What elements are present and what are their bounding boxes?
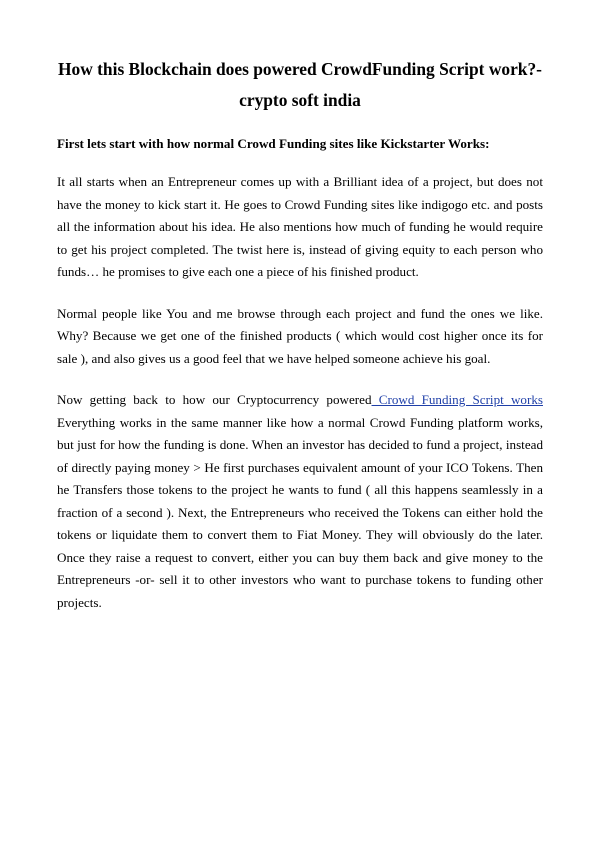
paragraph-cryptocurrency	[57, 389, 543, 614]
paragraph-normal-people: Normal people like You and me browse through each project and fund the ones we like. Why? Because we get one of the finished products ( which would cost higher once its for sale ), and also gives us a good feel that we have helped someone achieve his goal.	[57, 305, 543, 366]
crowd-funding-script-link[interactable]: Crowd Funding Script works	[371, 392, 543, 407]
paragraph-entrepreneur: It all starts when an Entrepreneur comes up with a Brilliant idea of a project, but does not have the money to kick start it. He goes to Crowd Funding sites like indigogo etc. and posts all the information about his idea. He also mentions how much of funding he would require to get his project completed. The twist here is, instead of giving equity to each person who funds… he promises to give each one a piece of his finished product.	[57, 174, 543, 279]
paragraph-cryptocurrency-intro: Now getting back to how our Cryptocurrency powered	[57, 392, 372, 407]
paragraph-cryptocurrency-body: Everything works in the same manner like how a normal Crowd Funding platform works, but just for how the funding is done. When an investor has decided to fund a project, instead of directly paying money > He first purchases equivalent amount of your ICO Tokens. Then he Transfers those tokens to the project he wants to fund ( all this happens seamlessly in a fraction of a second ). Next, the Entrepreneurs who received the Tokens can either hold the tokens or liquidate them to convert them to Fiat Money. They will obviously do the later. Once they raise a request to convert, either you can buy them back and give money to the Entrepreneurs -or- sell it to other investors who want to purchase tokens to funding other projects.	[57, 414, 543, 610]
section-subheading: First lets start with how normal Crowd Funding sites like Kickstarter Works:	[57, 136, 490, 151]
page-title: How this Blockchain does powered CrowdFunding Script work?-crypto soft india	[58, 59, 542, 110]
